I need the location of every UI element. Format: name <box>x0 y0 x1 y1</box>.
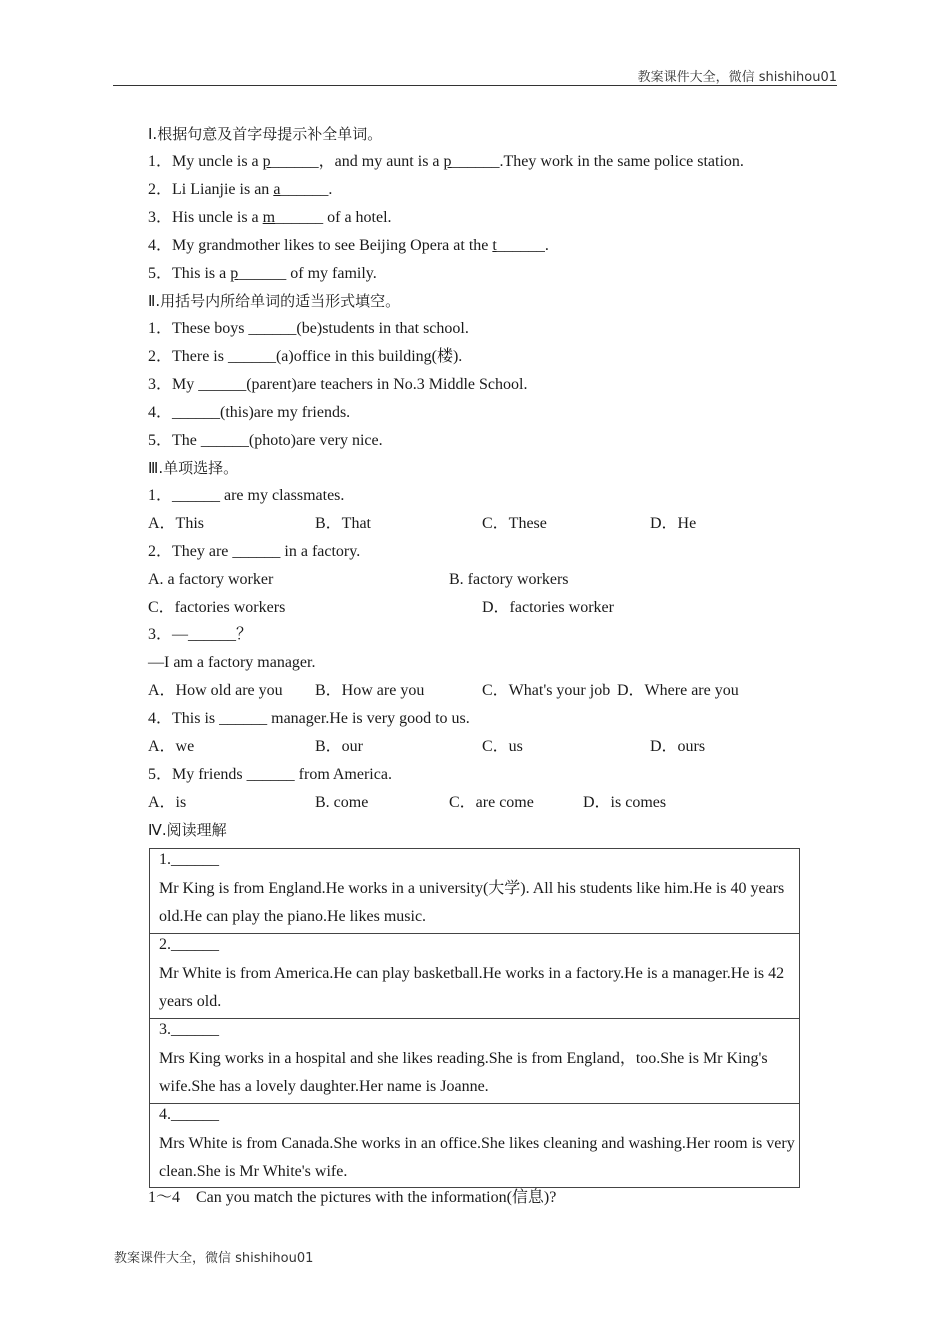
s3-q5-stem: 5．My friends ______ from America. <box>148 766 392 783</box>
s2-question-3: 3．My ______(parent)are teachers in No.3 Middle School. <box>148 376 528 393</box>
reading-box-1-number: 1.______ <box>159 851 219 868</box>
s2-question-4: 4．______(this)are my friends. <box>148 404 351 421</box>
s3-q1-stem: 1．______ are my classmates. <box>148 487 345 504</box>
s2-question-2: 2．There is ______(a)office in this building(楼). <box>148 348 463 365</box>
s3-q5-option-d: D．is comes <box>583 794 667 811</box>
reading-box-1 <box>149 848 800 934</box>
s2-question-5: 5．The ______(photo)are very nice. <box>148 432 383 449</box>
s3-q5-option-b: B. come <box>315 794 369 811</box>
section-3-title: Ⅲ.单项选择。 <box>148 459 239 477</box>
s3-q2-option-a: A. a factory worker <box>148 571 274 588</box>
s3-q1-option-d: D．He <box>650 515 697 532</box>
reading-box-4 <box>149 1103 800 1188</box>
reading-box-2 <box>149 933 800 1019</box>
s2-question-1: 1．These boys ______(be)students in that school. <box>148 320 469 337</box>
s3-q2-stem: 2．They are ______ in a factory. <box>148 543 361 560</box>
s3-q3-option-a: A．How old are you <box>148 682 283 699</box>
reading-box-2-number: 2.______ <box>159 936 219 953</box>
s3-q3-option-c: C．What's your job <box>482 682 611 699</box>
page-footer: 教案课件大全，微信 shishihou01 <box>114 1251 314 1266</box>
reading-box-3-text: Mrs King works in a hospital and she likes reading.She is from England，too.She is Mr King's wife.She has a lovely daughter.Her name is Joanne. <box>159 1050 768 1095</box>
matching-question: 1～4 Can you match the pictures with the information(信息)? <box>148 1189 557 1206</box>
s3-q3-stem-2: —I am a factory manager. <box>148 654 316 671</box>
s3-q4-option-a: A．we <box>148 738 195 755</box>
reading-box-4-number: 4.______ <box>159 1106 219 1123</box>
reading-box-3-number: 3.______ <box>159 1021 219 1038</box>
s1-question-3: 3．His uncle is a m______ of a hotel. <box>148 209 392 226</box>
reading-box-2-text: Mr White is from America.He can play basketball.He works in a factory.He is a manager.He is 42 years old. <box>159 965 785 1010</box>
s3-q2-option-d: D．factories worker <box>482 599 614 616</box>
s3-q1-option-b: B．That <box>315 515 371 532</box>
reading-box-3 <box>149 1018 800 1104</box>
s3-q2-option-c: C．factories workers <box>148 599 286 616</box>
section-1-title: Ⅰ.根据句意及首字母提示补全单词。 <box>148 125 383 143</box>
s1-question-2: 2．Li Lianjie is an a______. <box>148 181 333 198</box>
s3-q4-option-b: B．our <box>315 738 364 755</box>
section-2-title: Ⅱ.用括号内所给单词的适当形式填空。 <box>148 292 401 310</box>
reading-box-1-text: Mr King is from England.He works in a university(大学). All his students like him.He is 40 years old.He can play the piano.He likes music. <box>159 880 785 925</box>
s3-q3-option-b: B．How are you <box>315 682 425 699</box>
s3-q4-stem: 4．This is ______ manager.He is very good to us. <box>148 710 470 727</box>
s1-question-4: 4．My grandmother likes to see Beijing Opera at the t______. <box>148 237 549 254</box>
s3-q4-option-c: C．us <box>482 738 523 755</box>
s1-question-5: 5．This is a p______ of my family. <box>148 265 377 282</box>
s3-q2-option-b: B. factory workers <box>449 571 569 588</box>
page-header <box>113 64 837 86</box>
s3-q4-option-d: D．ours <box>650 738 706 755</box>
reading-box-4-text: Mrs White is from Canada.She works in an office.She likes cleaning and washing.Her room is very clean.She is Mr White's wife. <box>159 1135 795 1180</box>
s3-q3-option-d: D．Where are you <box>617 682 739 699</box>
s3-q5-option-c: C．are come <box>449 794 534 811</box>
section-4-title: Ⅳ.阅读理解 <box>148 821 227 839</box>
header-text: 教案课件大全，微信 shishihou01 <box>637 70 837 85</box>
s3-q1-option-c: C．These <box>482 515 547 532</box>
s3-q1-option-a: A．This <box>148 515 205 532</box>
s3-q3-stem: 3．—______？ <box>148 626 253 643</box>
s1-question-1: 1．My uncle is a p______，and my aunt is a p______.They work in the same police station. <box>148 153 744 170</box>
s3-q5-option-a: A．is <box>148 794 187 811</box>
